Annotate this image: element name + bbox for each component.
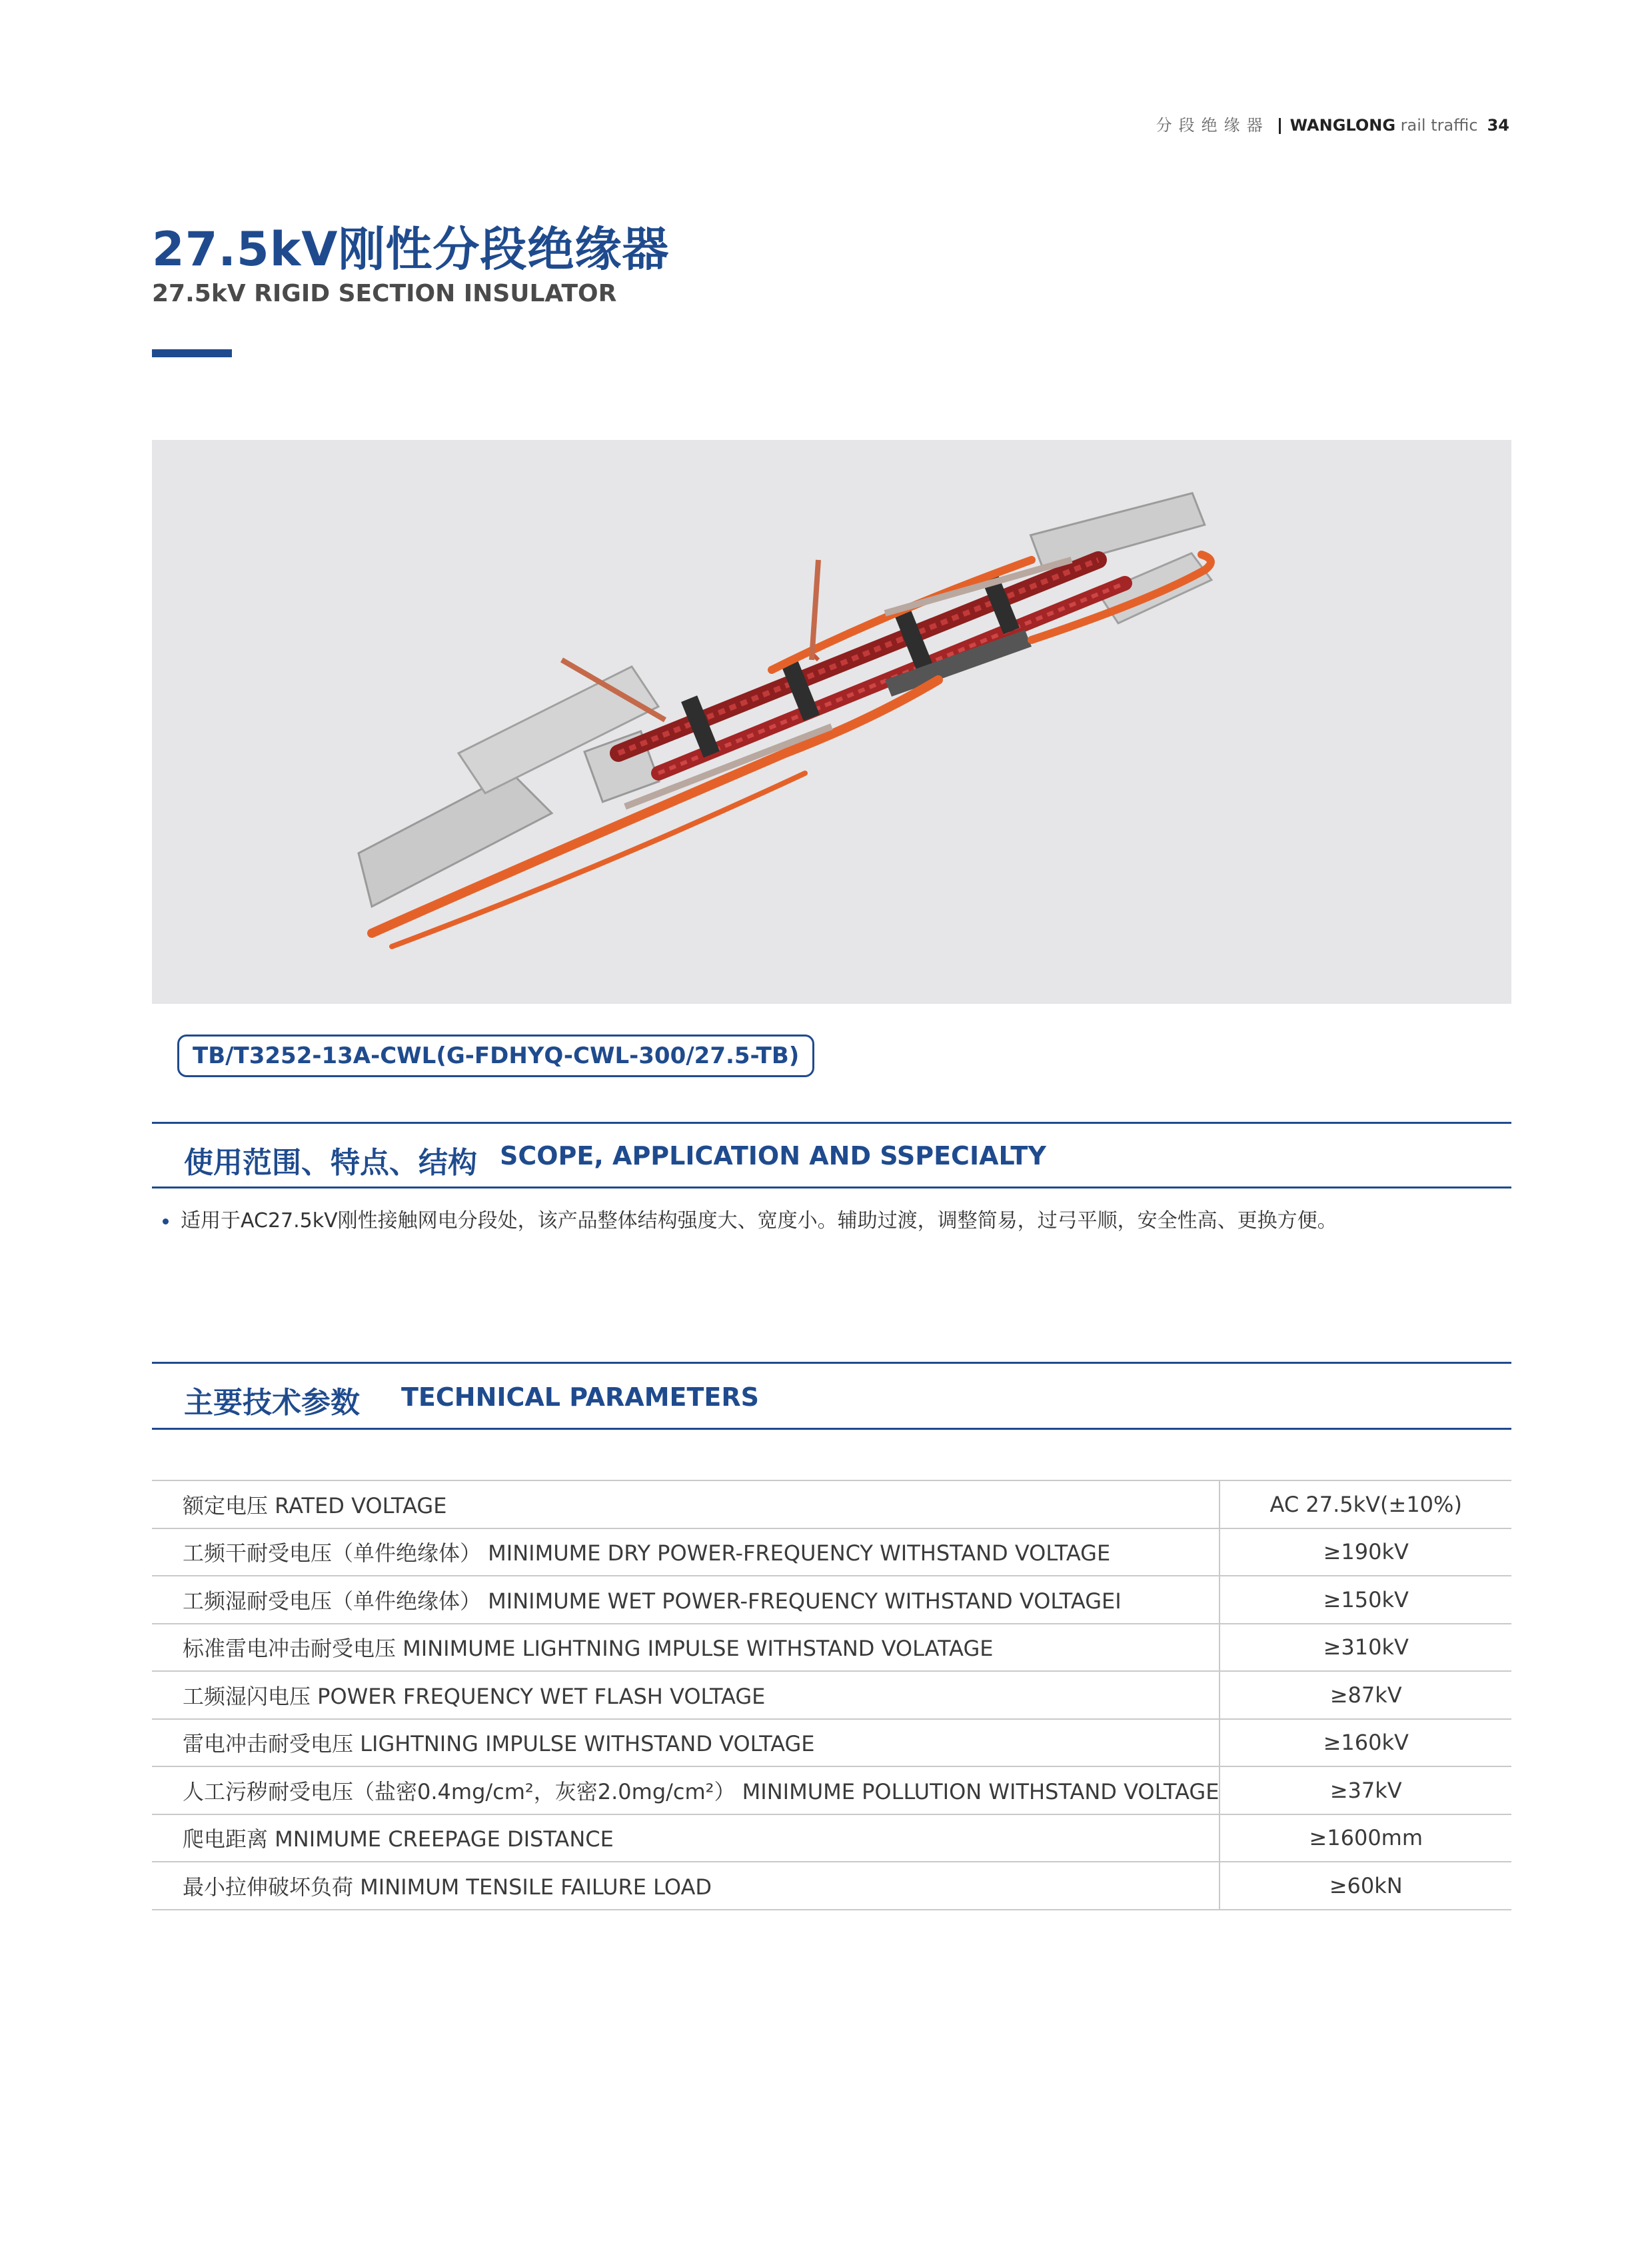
param-name: 工频干耐受电压（单件绝缘体） MINIMUME DRY POWER-FREQUENCY WITHSTAND VOLTAGE: [152, 1528, 1220, 1576]
param-name: 最小拉伸破坏负荷 MINIMUM TENSILE FAILURE LOAD: [152, 1862, 1220, 1910]
params-title-en: TECHNICAL PARAMETERS: [401, 1382, 759, 1412]
scope-title-cn: 使用范围、特点、结构: [184, 1146, 477, 1180]
model-code-tag: TB/T3252-13A-CWL(G-FDHYQ-CWL-300/27.5-TB): [177, 1035, 814, 1077]
table-row: [152, 1719, 1511, 1767]
param-value: AC 27.5kV(±10%): [1269, 1491, 1462, 1517]
parameters-table: [152, 1480, 1511, 1910]
params-title-cn: 主要技术参数: [184, 1386, 360, 1420]
table-row: [152, 1576, 1511, 1624]
params-section-header: [152, 1362, 1511, 1430]
section-insulator-illustration: [152, 440, 1511, 1004]
scope-section-header: [152, 1122, 1511, 1188]
param-value: ≥160kV: [1323, 1730, 1409, 1756]
header-brand-suffix: rail traffic: [1395, 116, 1478, 135]
page-title-cn: 27.5kV刚性分段绝缘器: [152, 222, 670, 277]
param-value: ≥150kV: [1323, 1586, 1409, 1612]
param-name: 人工污秽耐受电压（盐密0.4mg/cm²，灰密2.0mg/cm²） MINIMUME POLLUTION WITHSTAND VOLTAGE: [152, 1766, 1220, 1814]
param-name: 雷电冲击耐受电压 LIGHTNING IMPULSE WITHSTAND VOLTAGE: [152, 1719, 1220, 1767]
header-category: 分段绝缘器: [1156, 116, 1269, 135]
param-name: 爬电距离 MNIMUME CREEPAGE DISTANCE: [152, 1814, 1220, 1862]
header-brand: WANGLONG: [1289, 116, 1396, 135]
param-value: ≥60kN: [1329, 1872, 1403, 1898]
scope-bullet-text: 适用于AC27.5kV刚性接触网电分段处，该产品整体结构强度大、宽度小。辅助过渡，调整简易，过弓平顺，安全性高、更换方便。: [181, 1209, 1337, 1232]
page-header: [1156, 112, 1509, 135]
page-title-en: 27.5kV RIGID SECTION INSULATOR: [152, 280, 617, 307]
scope-title-en: SCOPE, APPLICATION AND SSPECIALTY: [500, 1141, 1046, 1170]
param-value: ≥37kV: [1329, 1777, 1402, 1803]
param-value: ≥87kV: [1329, 1682, 1402, 1708]
param-name: 工频湿耐受电压（单件绝缘体） MINIMUME WET POWER-FREQUENCY WITHSTAND VOLTAGEI: [152, 1576, 1220, 1624]
param-name: 标准雷电冲击耐受电压 MINIMUME LIGHTNING IMPULSE WITHSTAND VOLATAGE: [152, 1624, 1220, 1672]
table-row: [152, 1671, 1511, 1719]
title-accent-bar: [152, 349, 232, 357]
param-value: ≥1600mm: [1309, 1825, 1423, 1851]
param-name: 工频湿闪电压 POWER FREQUENCY WET FLASH VOLTAGE: [152, 1671, 1220, 1719]
param-value: ≥190kV: [1323, 1539, 1409, 1565]
table-row: [152, 1528, 1511, 1576]
param-name: 额定电压 RATED VOLTAGE: [152, 1480, 1220, 1528]
header-divider: [1279, 118, 1281, 134]
product-photo: [152, 440, 1511, 1004]
table-row: [152, 1624, 1511, 1672]
scope-bullet: [163, 1204, 1337, 1233]
table-row: [152, 1480, 1511, 1528]
table-row: [152, 1862, 1511, 1910]
bullet-dot-icon: [163, 1218, 169, 1224]
param-value: ≥310kV: [1323, 1634, 1409, 1660]
page-number: 34: [1487, 116, 1509, 135]
table-row: [152, 1814, 1511, 1862]
table-row: [152, 1766, 1511, 1814]
